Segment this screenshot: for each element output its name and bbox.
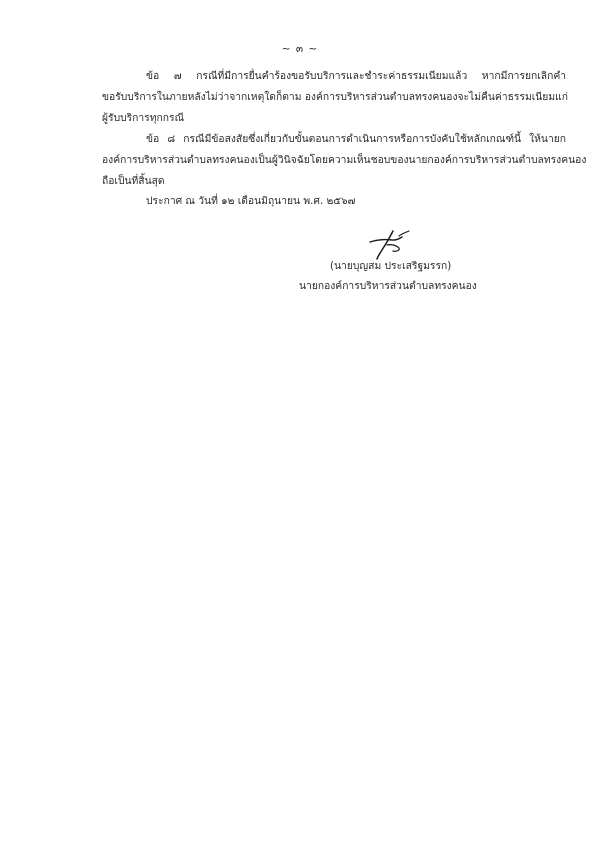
signatory-title: นายกองค์การบริหารส่วนตำบลทรงคนอง <box>299 280 477 292</box>
item8-line3: ถือเป็นที่สิ้นสุด <box>102 175 165 187</box>
item7-line3: ผู้รับบริการทุกกรณี <box>102 112 185 124</box>
announcement-date: ประกาศ ณ วันที่ ๑๒ เดือนมิถุนายน พ.ศ. ๒๕๖๗ <box>146 195 356 207</box>
item8-line2: องค์การบริหารส่วนตำบลทรงคนองเป็นผู้วินิจฉัยโดยความเห็นชอบของนายกองค์การบริหารส่วนตำบลทรงคนอง <box>102 154 587 166</box>
page-number: ~ ๓ ~ <box>281 43 319 55</box>
signatory-name: (นายบุญสม ประเสริฐมรรก) <box>330 260 452 272</box>
item7-line2: ขอรับบริการในภายหลังไม่ว่าจากเหตุใดก็ตาม องค์การบริหารส่วนตำบลทรงคนองจะไม่คืนค่าธรรมเนียมแก่ <box>102 91 568 103</box>
item8-line1: ข้อ ๘ กรณีมีข้อสงสัยซึ่งเกี่ยวกับขั้นตอนการดำเนินการหรือการบังคับใช้หลักเกณฑ์นี้ ให้นายก <box>146 133 566 145</box>
item7-line1: ข้อ ๗ กรณีที่มีการยื่นคำร้องขอรับบริการและชำระค่าธรรมเนียมแล้ว หากมีการยกเลิกคำ <box>146 70 566 82</box>
